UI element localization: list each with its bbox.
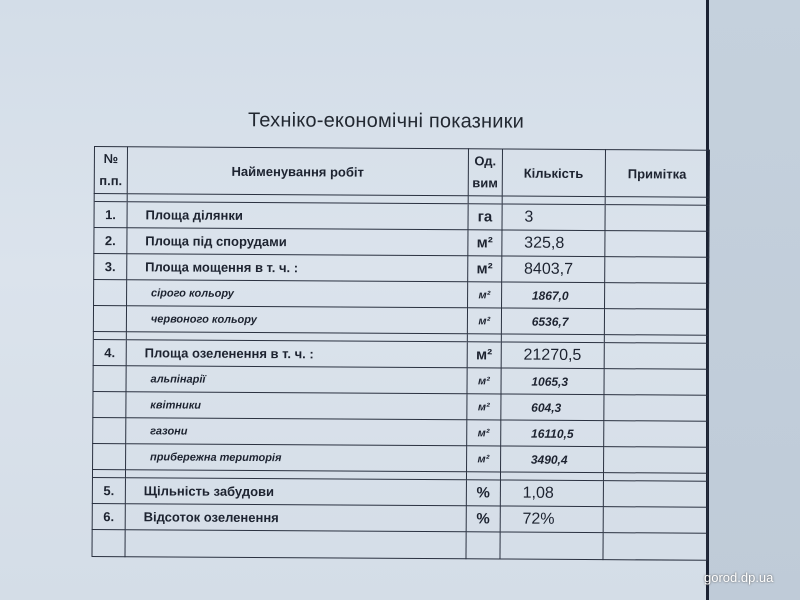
table-row: 2. Площа під спорудами м² 325,8 xyxy=(94,228,709,258)
header-name: Найменування робіт xyxy=(127,147,468,196)
table-row: сірого кольору м² 1867,0 xyxy=(94,280,709,310)
table-row: альпінарії м² 1065,3 xyxy=(93,365,708,395)
table-row: 6. Відсоток озеленення % 72% xyxy=(92,503,707,533)
table-row: 3. Площа мощення в т. ч. : м² 8403,7 xyxy=(94,254,709,284)
header-num: № п.п. xyxy=(94,147,127,194)
table-row: 5. Щільність забудови % 1,08 xyxy=(92,477,707,507)
document-title: Техніко-економічні показники xyxy=(247,109,525,133)
table-row: газони м² 16110,5 xyxy=(93,417,708,447)
table-row: прибережна територія м² 3490,4 xyxy=(93,443,708,473)
background-panel xyxy=(709,0,800,600)
table-row: 1. Площа ділянки га 3 xyxy=(94,202,709,232)
watermark: gorod.dp.ua xyxy=(704,570,774,585)
header-unit: Од. вим xyxy=(468,149,502,196)
table-row: червоного кольору м² 6536,7 xyxy=(93,306,708,336)
header-qty: Кількість xyxy=(502,149,605,197)
table-header-row xyxy=(94,147,709,198)
table-row: 4. Площа озеленення в т. ч. : м² 21270,5 xyxy=(93,339,708,369)
table-row: квітники м² 604,3 xyxy=(93,391,708,421)
empty-row xyxy=(92,529,707,560)
indicators-table xyxy=(91,146,709,561)
header-note: Примітка xyxy=(605,150,710,198)
